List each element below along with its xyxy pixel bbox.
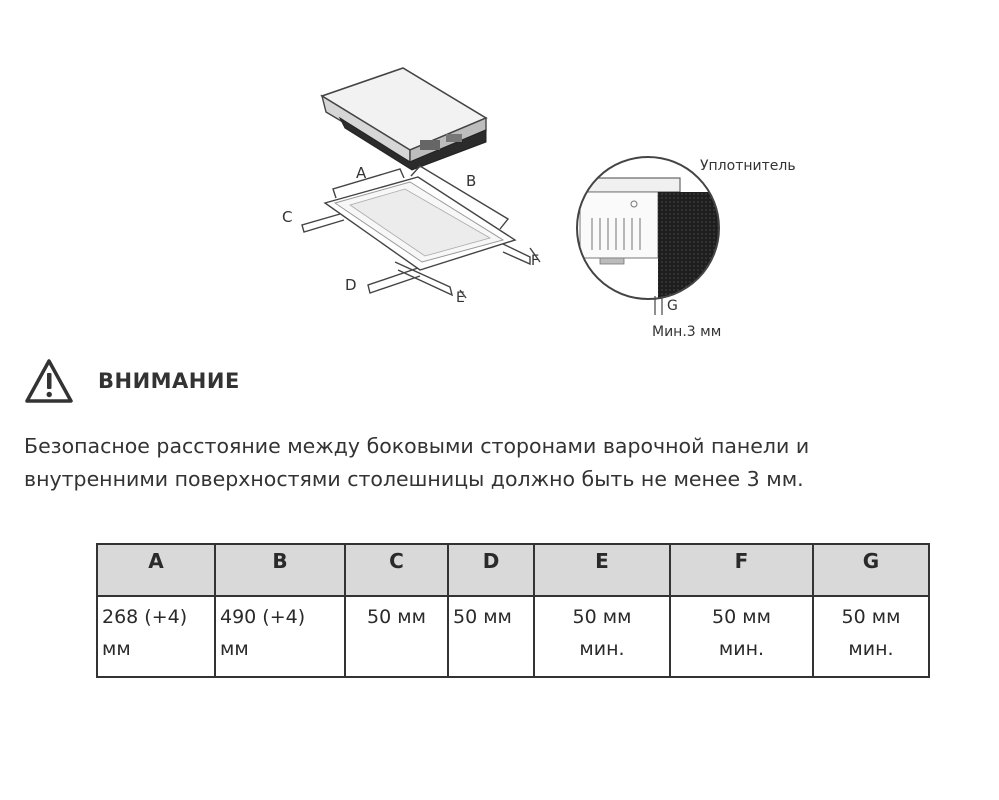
- warning-title: ВНИМАНИЕ: [98, 369, 240, 393]
- cell-g: [813, 596, 929, 677]
- cell-c: [345, 596, 448, 677]
- cell-b: [215, 596, 345, 677]
- header-e: E: [534, 544, 670, 596]
- header-a: A: [97, 544, 215, 596]
- header-b: B: [215, 544, 345, 596]
- warning-heading: [24, 356, 240, 406]
- cell-f-line-2: мин.: [718, 638, 765, 660]
- cell-b-line-1: 490 (+4): [220, 606, 306, 628]
- label-a: A: [356, 164, 367, 182]
- cell-a: [97, 596, 215, 677]
- hob-illustration: [322, 68, 486, 170]
- label-b: B: [466, 172, 477, 190]
- cell-e-line-2: мин.: [579, 638, 625, 660]
- cell-a-line-1: 268 (+4): [102, 606, 188, 628]
- cell-f-line-1: 50 мм: [712, 606, 771, 628]
- table-header-row: [97, 544, 929, 596]
- label-e: E: [456, 290, 465, 306]
- header-g: G: [813, 544, 929, 596]
- safety-paragraph: [24, 430, 984, 496]
- label-g: G: [667, 298, 678, 314]
- header-d: D: [448, 544, 534, 596]
- cell-d: [448, 596, 534, 677]
- min-gap-label: Мин.3 мм: [652, 324, 722, 340]
- warning-triangle-icon: [24, 358, 74, 404]
- table-row: [97, 596, 929, 677]
- dimensions-table: [96, 543, 930, 678]
- label-d: D: [345, 276, 357, 294]
- label-c: C: [282, 208, 293, 226]
- cutout-illustration: [302, 166, 540, 298]
- cell-e-line-1: 50 мм: [572, 606, 632, 628]
- cell-c-line-1: 50 мм: [367, 606, 426, 628]
- cell-g-line-1: 50 мм: [841, 606, 901, 628]
- cell-b-line-2: мм: [220, 638, 249, 660]
- header-f: F: [670, 544, 813, 596]
- cell-e: [534, 596, 670, 677]
- paragraph-line-2: внутренними поверхностями столешницы должно быть не менее 3 мм.: [24, 467, 804, 491]
- label-f: F: [531, 253, 540, 269]
- paragraph-line-1: Безопасное расстояние между боковыми сторонами варочной панели и: [24, 434, 810, 458]
- seal-detail-illustration: [570, 150, 738, 315]
- cell-f: [670, 596, 813, 677]
- cell-g-line-2: мин.: [848, 638, 894, 660]
- installation-diagram: [0, 0, 999, 350]
- seal-label: Уплотнитель: [700, 158, 796, 174]
- header-c: C: [345, 544, 448, 596]
- cell-d-line-1: 50 мм: [453, 606, 512, 628]
- cell-a-line-2: мм: [102, 638, 131, 660]
